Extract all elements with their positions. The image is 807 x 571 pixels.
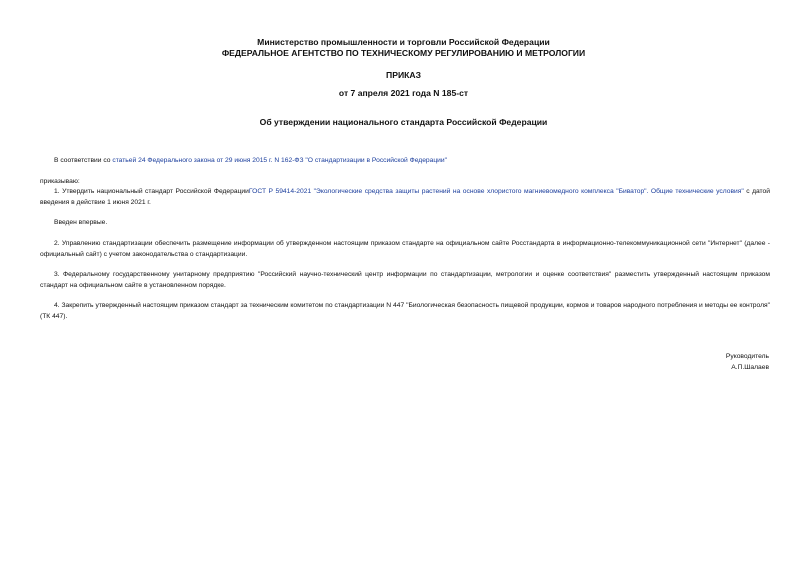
- signatory-title: Руководитель: [725, 353, 769, 360]
- intro-paragraph: [40, 156, 770, 167]
- paragraph-4: 4. Закрепить утвержденный настоящим приказом стандарт за техническим комитетом по стандартизации N 447 "Биологическая безопасность пищевой продукции, кормов и товаров народного потребления и методы ее контроля" (ТК 447).: [40, 302, 770, 320]
- order-word: приказываю:: [40, 178, 80, 185]
- ministry-name: Министерство промышленности и торговли Российской Федерации: [257, 37, 550, 47]
- intro-prefix: В соответствии со: [54, 157, 113, 164]
- paragraph-1-prefix: 1. Утвердить национальный стандарт Российской Федерации: [54, 188, 249, 195]
- document-type: ПРИКАЗ: [386, 70, 421, 80]
- federal-law-link[interactable]: статьей 24 Федерального закона от 29 июня 2015 г. N 162-ФЗ "О стандартизации в Российской Федерации": [112, 157, 448, 164]
- document-subject: Об утверждении национального стандарта Российской Федерации: [259, 117, 548, 127]
- agency-name: ФЕДЕРАЛЬНОЕ АГЕНТСТВО ПО ТЕХНИЧЕСКОМУ РЕГУЛИРОВАНИЮ И МЕТРОЛОГИИ: [221, 48, 586, 58]
- paragraph-2: 2. Управлению стандартизации обеспечить размещение информации об утвержденном настоящим приказом стандарте на официальном сайте Росстандарта в информационно-телекоммуникационной сети "Интернет" (далее - официальный сайт) с учетом законодательства о стандартизации.: [40, 240, 770, 258]
- gost-standard-link[interactable]: ГОСТ Р 59414-2021 "Экологические средства защиты растений на основе хлористого магниевомедного комплекса "Биватор". Общие технические условия": [248, 188, 744, 195]
- paragraph-1: [40, 187, 770, 208]
- document-date-number: от 7 апреля 2021 года N 185-ст: [338, 88, 469, 98]
- paragraph-3: 3. Федеральному государственному унитарному предприятию "Российский научно-технический центр информации по стандартизации, метрологии и оценке соответствия" разместить утвержденный настоящим приказом стандарт на официальном сайте в установленном порядке.: [40, 271, 770, 289]
- signatory-name: А.П.Шалаев: [731, 364, 769, 371]
- introduced-first-note: Введен впервые.: [54, 219, 108, 226]
- paragraph-1-suffix: с датой введения в действие 1 июня 2021 г.: [40, 188, 770, 206]
